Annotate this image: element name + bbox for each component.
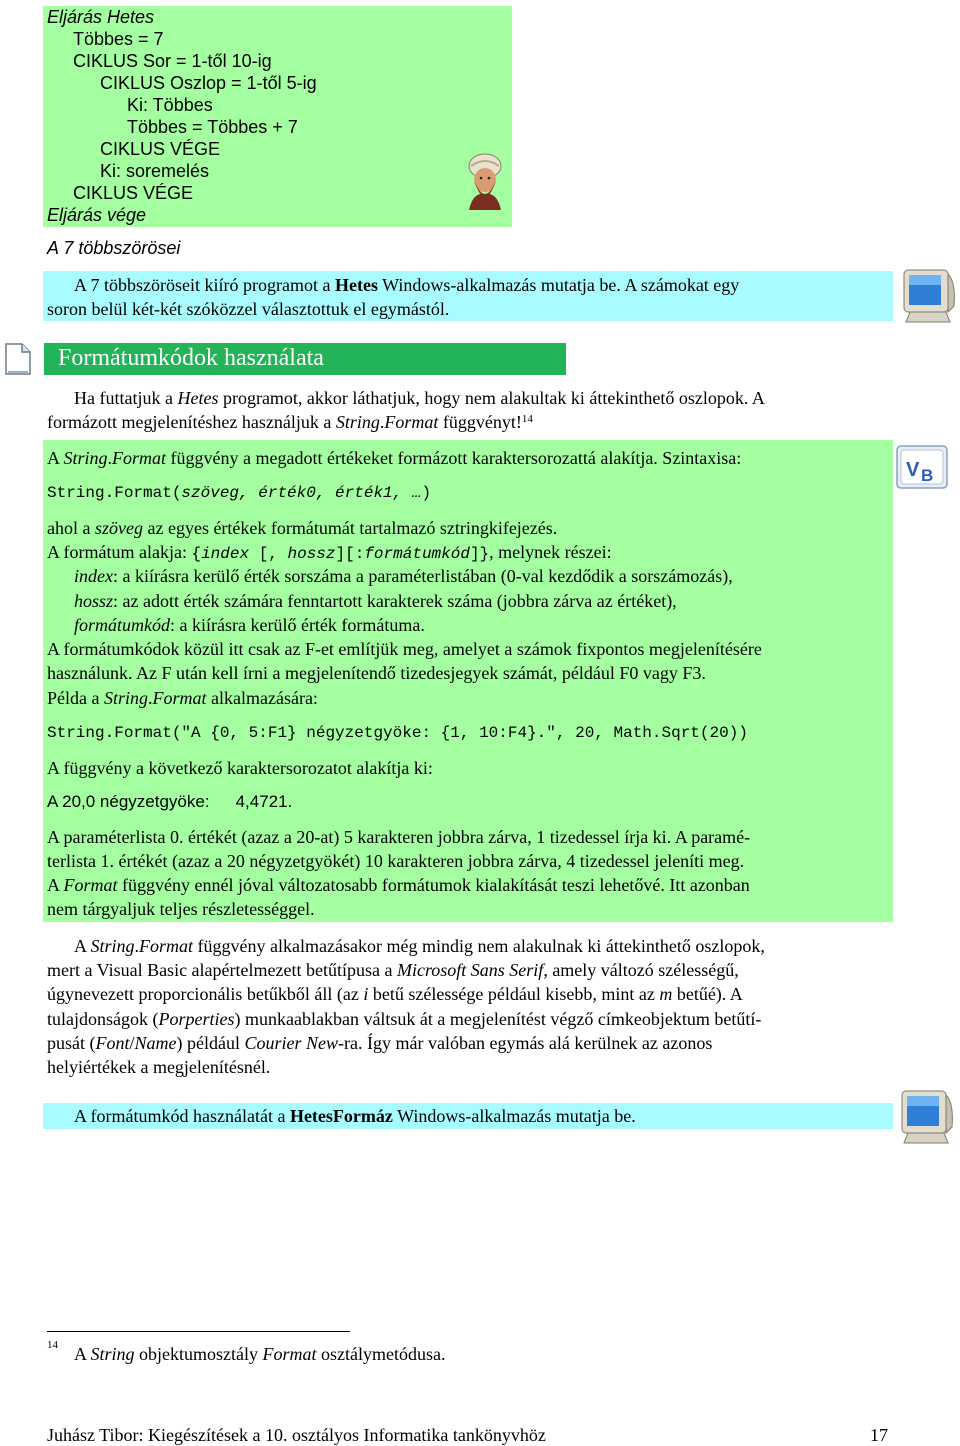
vb-line: használunk. Az F után kell írni a megjelenítendő tizedesjegyek számát, például F0 vagy F3. xyxy=(47,663,706,683)
vb-line: A paraméterlista 0. értékét (azaz a 20-at) 5 karakteren jobbra zárva, 1 tizedessel írja ki. A paramé- xyxy=(47,827,751,847)
body-line: mert a Visual Basic alapértelmezett betűtípusa a Microsoft Sans Serif, amely változó szélességű, xyxy=(47,960,739,980)
computer-monitor-icon xyxy=(896,1089,956,1147)
example-output: A 20,0 négyzetgyöke: 4,4721. xyxy=(47,792,293,811)
vb-line: A függvény a következő karaktersorozatot alakítja ki: xyxy=(47,758,433,778)
footer-text: Juhász Tibor: Kiegészítések a 10. osztályos Informatika tankönyvhöz xyxy=(47,1425,546,1445)
example-code: String.Format("A {0, 5:F1} négyzetgyöke: {1, 10:F4}.", 20, Math.Sqrt(20)) xyxy=(47,724,748,742)
scholar-portrait-icon xyxy=(465,152,505,210)
program-note-line: A formátumkód használatát a HetesFormáz Windows-alkalmazás mutatja be. xyxy=(74,1106,636,1126)
section-heading xyxy=(44,343,566,375)
algorithm-box xyxy=(43,6,512,227)
page-number: 17 xyxy=(870,1425,888,1445)
algorithm-caption: A 7 többszörösei xyxy=(47,238,181,258)
footnote-text: A String objektumosztály Format osztálymetódusa. xyxy=(74,1344,446,1364)
algorithm-line: Ki: soremelés xyxy=(100,161,210,181)
body-line: A String.Format függvény alkalmazásakor még mindig nem alakulnak ki áttekinthető oszlopok, xyxy=(74,936,765,956)
vb-line: A String.Format függvény a megadott értékeket formázott karaktersorozattá alakítja. Szintaxisa: xyxy=(47,448,742,468)
body-line: pusát (Font/Name) például Courier New-ra. Így már valóban egymás alá kerülnek az azonos xyxy=(47,1033,713,1053)
vb-line: hossz: az adott érték számára fenntartott karakterek száma (jobbra zárva az értéket), xyxy=(74,591,677,611)
vb-line: index: a kiírásra kerülő érték sorszáma a paraméterlistában (0-val kezdődik a sorszámozás), xyxy=(74,566,733,586)
algorithm-line: Többes = Többes + 7 xyxy=(127,117,298,137)
svg-text:V: V xyxy=(906,459,920,481)
body-line: úgynevezett proporcionális betűkből áll (az i betű szélessége például kisebb, mint az m betűé). A xyxy=(47,984,743,1004)
algorithm-line: CIKLUS VÉGE xyxy=(73,183,194,203)
algorithm-line: CIKLUS Sor = 1-től 10-ig xyxy=(73,51,272,71)
algorithm-line: CIKLUS VÉGE xyxy=(100,139,221,159)
algorithm-line: Eljárás Hetes xyxy=(47,7,155,27)
intro-line: Ha futtatjuk a Hetes programot, akkor láthatjuk, hogy nem alakultak ki áttekinthető oszlopok. A xyxy=(74,388,765,408)
algorithm-line: Többes = 7 xyxy=(73,29,164,49)
vb-line: A Format függvény ennél jóval változatosabb formátumok kialakítását teszi lehetővé. Itt azonban xyxy=(47,875,750,895)
program-note-box-2 xyxy=(43,1103,893,1129)
program-note-line: soron belül két-két szóközzel választottuk el egymástól. xyxy=(47,299,450,319)
intro-line: formázott megjelenítéshez használjuk a String.Format függvényt!$^{14}$ xyxy=(47,412,533,432)
algorithm-line: Ki: Többes xyxy=(127,95,213,115)
document-icon xyxy=(3,342,33,376)
computer-monitor-icon xyxy=(898,268,958,326)
vb-line: A formátum alakja: {index [, hossz][:formátumkód]}, melynek részei: xyxy=(47,542,612,563)
vb-line: terlista 1. értékét (azaz a 20 négyzetgyökét) 10 karakteren jobbra zárva, 4 tizedessel jeleníti meg. xyxy=(47,851,745,871)
vb-logo-icon xyxy=(895,444,951,492)
footnote-ref[interactable]: 14 xyxy=(521,413,533,425)
vb-line: A formátumkódok közül itt csak az F-et említjük meg, amelyet a számok fixpontos megjelenítésére xyxy=(47,639,762,659)
vb-info-box xyxy=(43,440,893,922)
program-note-box xyxy=(43,271,893,321)
vb-line: ahol a szöveg az egyes értékek formátumát tartalmazó sztringkifejezés. xyxy=(47,518,558,538)
body-line: helyiértékek a megjelenítésnél. xyxy=(47,1057,271,1077)
algorithm-line: CIKLUS Oszlop = 1-től 5-ig xyxy=(100,73,317,93)
program-note-line: A 7 többszöröseit kiíró programot a Hetes Windows-alkalmazás mutatja be. A számokat egy xyxy=(74,275,740,295)
footnote-separator xyxy=(47,1331,350,1332)
algorithm-line: Eljárás vége xyxy=(47,205,147,225)
body-line: tulajdonságok (Porperties) munkaablakban váltsuk át a megjelenítést végző címkeobjektum betűtí- xyxy=(47,1009,762,1029)
vb-line: formátumkód: a kiírásra kerülő érték formátuma. xyxy=(74,615,425,635)
syntax-code: String.Format(szöveg, érték0, érték1, …) xyxy=(47,484,432,502)
section-title: Formátumkódok használata xyxy=(58,345,324,371)
footnote-number: 14 xyxy=(47,1339,58,1351)
svg-text:B: B xyxy=(921,466,934,485)
vb-line: nem tárgyaljuk teljes részletességgel. xyxy=(47,899,315,919)
vb-line: Példa a String.Format alkalmazására: xyxy=(47,688,318,708)
